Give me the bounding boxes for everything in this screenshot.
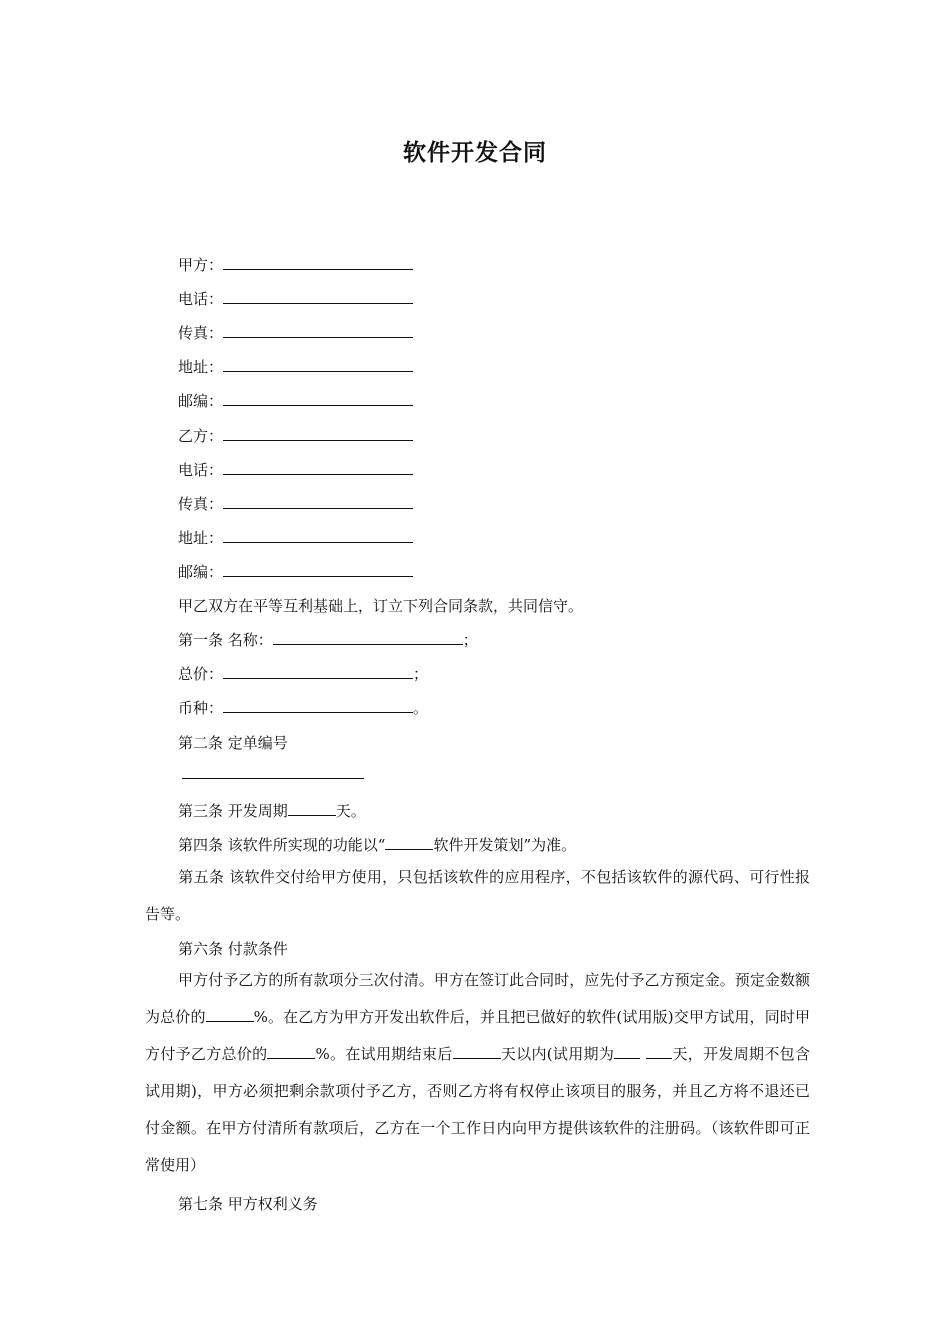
party-b-name-line xyxy=(178,425,413,446)
blank-field xyxy=(223,255,413,270)
total-price-line xyxy=(178,663,428,684)
article-5-paragraph xyxy=(145,859,810,933)
article-1-line xyxy=(178,629,478,650)
blank-field xyxy=(646,1044,672,1059)
total-label: 总价： xyxy=(178,665,224,683)
article-4-text: 软件开发策划”为准。 xyxy=(433,836,577,854)
party-b-postcode-line xyxy=(178,561,413,582)
field-label: 地址： xyxy=(178,529,224,547)
party-a-fax-line xyxy=(178,322,413,343)
punctuation: 。 xyxy=(413,699,429,717)
party-b-address-line xyxy=(178,527,413,548)
intro-text: 甲乙双方在平等互利基础上，订立下列合同条款，共同信守。 xyxy=(178,597,584,615)
article-6-text-3: %。在试用期结束后 xyxy=(315,1045,453,1063)
blank-field xyxy=(273,630,463,645)
article-4-label: 第四条 该软件所实现的功能以“ xyxy=(178,836,386,854)
punctuation: ； xyxy=(413,665,429,683)
article-3-unit: 天。 xyxy=(335,802,366,820)
blank-field xyxy=(223,698,413,713)
article-1-label: 第一条 名称： xyxy=(178,631,273,649)
blank-field xyxy=(223,494,413,509)
blank-field xyxy=(223,426,413,441)
party-a-phone-line xyxy=(178,288,413,309)
party-b-fax-line xyxy=(178,493,413,514)
field-label: 传真： xyxy=(178,495,224,513)
blank-field xyxy=(288,801,336,816)
blank-field xyxy=(223,391,413,406)
blank-field xyxy=(453,1044,501,1059)
field-label: 邮编： xyxy=(178,392,224,410)
article-3-line xyxy=(178,800,366,821)
article-6-text-2: %。在乙方为甲方开发出软件后，并且把已做好的软件(试用版)交甲方试用，同时甲方付予乙方总价的 xyxy=(145,1008,810,1063)
field-label: 电话： xyxy=(178,290,224,308)
blank-field xyxy=(223,528,413,543)
party-a-name-line xyxy=(178,254,413,275)
blank-field xyxy=(223,323,413,338)
blank-field xyxy=(614,1044,640,1059)
blank-field xyxy=(223,357,413,372)
field-label: 乙方： xyxy=(178,427,224,445)
blank-field xyxy=(206,1007,254,1022)
currency-label: 币种： xyxy=(178,699,224,717)
blank-field xyxy=(182,764,364,779)
blank-field xyxy=(223,562,413,577)
party-a-postcode-line xyxy=(178,390,413,411)
blank-field xyxy=(385,835,433,850)
field-label: 地址： xyxy=(178,358,224,376)
article-6-heading: 第六条 付款条件 xyxy=(178,940,288,958)
field-label: 邮编： xyxy=(178,563,224,581)
article-6-paragraph xyxy=(145,962,810,1184)
article-4-line xyxy=(178,834,576,855)
blank-field xyxy=(223,289,413,304)
article-7-heading: 第七条 甲方权利义务 xyxy=(178,1195,318,1213)
party-a-address-line xyxy=(178,356,413,377)
order-number-blank xyxy=(182,764,364,783)
article-6-text-5: 天，开发周期不包含试用期)，甲方必须把剩余款项付予乙方，否则乙方将有权停止该项目的服务，并且乙方将不退还已付金额。在甲方付清所有款项后，乙方在一个工作日内向甲方提供该软件的注册码。（该软件即可正常使用） xyxy=(145,1045,810,1174)
field-label: 电话： xyxy=(178,461,224,479)
page-title: 软件开发合同 xyxy=(403,140,547,166)
article-2-heading: 第二条 定单编号 xyxy=(178,734,288,752)
blank-field xyxy=(223,460,413,475)
article-6-text-1: 甲方付予乙方的所有款项分三次付清。甲方在签订此合同时，应先付予乙方预定金。预定金数额为总价的 xyxy=(145,971,810,1026)
field-label: 甲方： xyxy=(178,256,224,274)
article-3-label: 第三条 开发周期 xyxy=(178,802,288,820)
punctuation: ； xyxy=(462,631,478,649)
party-b-phone-line xyxy=(178,459,413,480)
field-label: 传真： xyxy=(178,324,224,342)
article-5-text: 第五条 该软件交付给甲方使用，只包括该软件的应用程序，不包括该软件的源代码、可行性报告等。 xyxy=(145,868,810,923)
article-6-text-4: 天以内(试用期为 xyxy=(500,1045,615,1063)
currency-line xyxy=(178,697,428,718)
blank-field xyxy=(223,664,413,679)
blank-field xyxy=(267,1044,315,1059)
